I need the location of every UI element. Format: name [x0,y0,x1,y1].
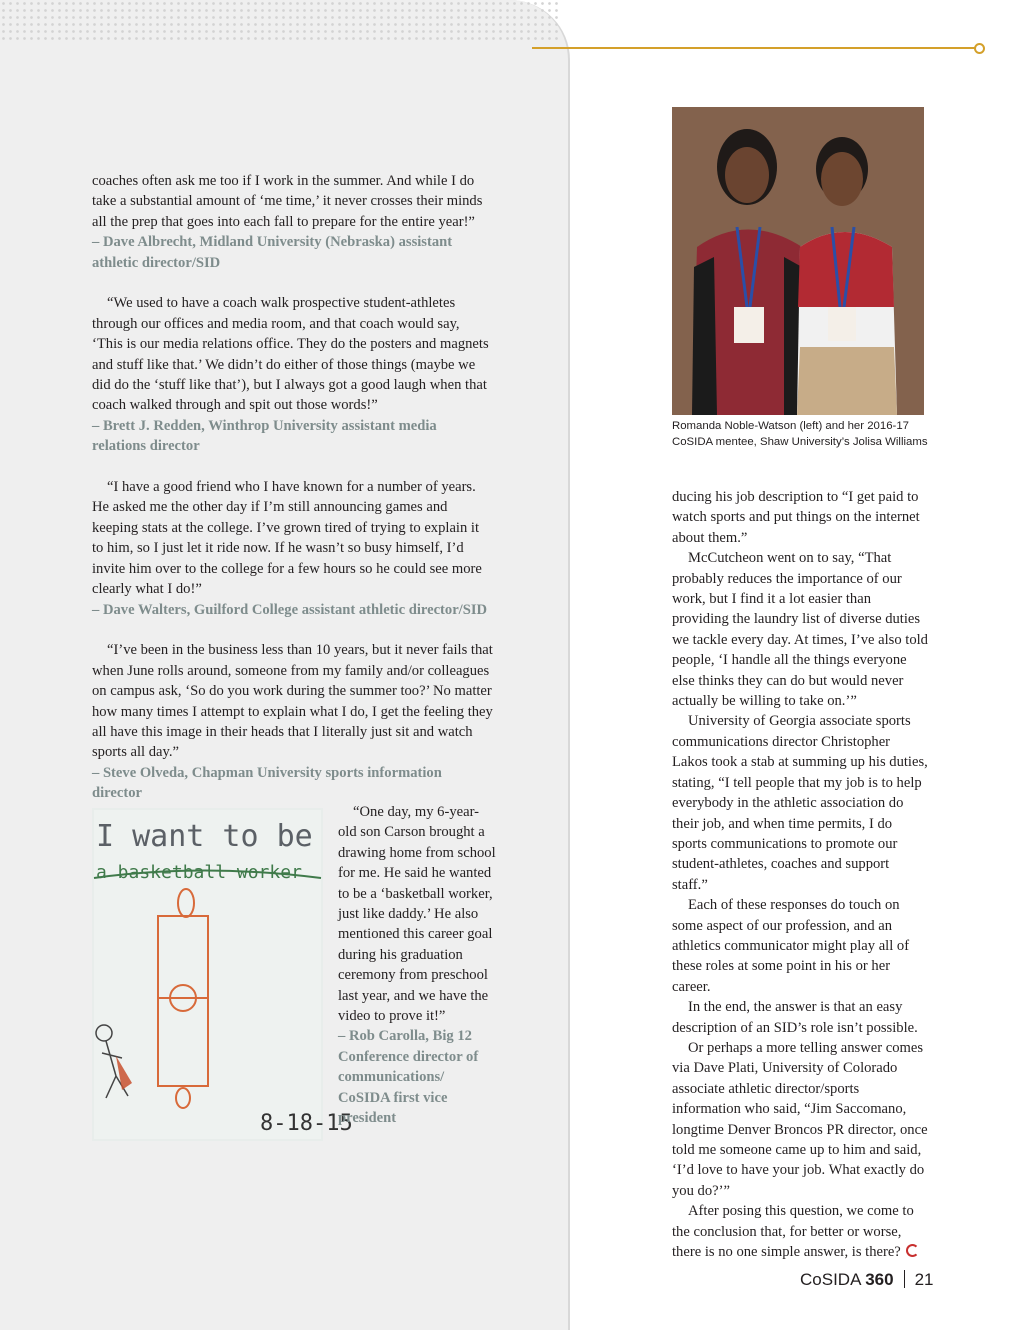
quote-attribution: – Brett J. Redden, Winthrop University assistant media relations director [92,417,437,455]
body-paragraph-final [672,1201,928,1262]
body-paragraph: In the end, the answer is that an easy description of an SID’s role isn’t possible. [672,999,918,1036]
drawing-text-line2: a basketball worker [96,862,302,883]
footer-brand: CoSIDA [800,1270,861,1289]
right-column [672,487,928,1262]
dot-pattern [0,0,560,44]
gold-rule-endpoint [974,43,985,54]
drawing-side-column [338,802,496,1129]
final-paragraph-text: After posing this question, we come to the conclusion that, for better or worse, there is no one simple answer, is there? [672,1203,914,1261]
quote-continued-text: coaches often ask me too if I work in the summer. And while I do take a substantial amount of ‘me time,’ it never crosses their minds all the prep that goes into each fall to prepare for the entire year!” [92,173,483,230]
quote-attribution: – Dave Walters, Guilford College assistant athletic director/SID [92,601,488,618]
gold-rule [532,47,976,49]
page-footer [800,1270,934,1290]
quote-text: “We used to have a coach walk prospective student-athletes through our offices and media room, and that coach would say, ‘This is our media relations office. They do the posters and magnets and stuff like that.’ We didn’t do either of those things (maybe we did do the ‘stuff like that’), but I always got a good laugh when that coach walked through and spit out those words!” [92,295,489,414]
body-paragraph: McCutcheon went on to say, “That probably reduces the importance of our work, but I find it a lot easier than providing the laundry list of diverse duties we tackle every day. At times, I’ve also told people, ‘I handle all the things everyone else thinks they can do but would never actually be willing to take on.’” [672,550,928,710]
mentorship-photo [672,107,924,415]
page-number: 21 [914,1270,934,1289]
quote-attribution: – Dave Albrecht, Midland University (Nebraska) assistant athletic director/SID [92,234,453,271]
body-paragraph: ducing his job description to “I get paid to watch sports and put things on the internet about them.” [672,489,920,546]
drawing-date: 8-18-15 [260,1111,353,1136]
body-paragraph: Each of these responses do touch on some aspect of our profession, and an athletics communicator might play all of these roles at some point in his or her career. [672,897,910,995]
quote-text: “One day, my 6-year-old son Carson brought a drawing home from school for me. He said he wanted to be a ‘basketball worker, just like daddy.’ He also mentioned this career goal during his graduation ceremony from preschool last year, and we have the video to prove it!” [338,804,496,1025]
footer-divider [904,1270,905,1288]
end-of-article-icon [906,1244,919,1257]
drawing-text-line1: I want to be [96,819,313,854]
quote-text: “I have a good friend who I have known for a number of years. He asked me the other day if I’m still announcing games and keeping stats at the college. I’ve grown tired of trying to explain it to him, so I just let it ride now. If he wasn’t so busy himself, I’d invite him over to the college for a few hours so he could see more clearly what I do!” [92,479,482,598]
quote-text: “I’ve been in the business less than 10 years, but it never fails that when June rolls around, someone from my family and/or colleagues on campus ask, ‘So do you work during the summer too?’ No matter how many times I attempt to explain what I do, I get the feeling they all have this image in their heads that I literally just sit and watch sports all day.” [92,642,493,761]
body-paragraph: University of Georgia associate sports communications director Christopher Lakos took a stab at summing up his duties, stating, “I tell people that my job is to help everybody in the athletic association do their job, and when time permits, I do sports communications to promote our student-athletes, coaches and support staff.” [672,713,928,893]
photo-caption: Romanda Noble-Watson (left) and her 2016-17 CoSIDA mentee, Shaw University’s Jolisa Williams [672,420,928,448]
drawing-illustration [92,808,353,1141]
quote-attribution: – Rob Carolla, Big 12 Conference director of communications/ CoSIDA first vice president [338,1028,479,1127]
body-paragraph: Or perhaps a more telling answer comes via Dave Plati, University of Colorado associate athletic director/sports information who said, “Jim Saccomano, longtime Denver Broncos PR director, once told me someone came up to him and said, ‘I’d love to have your job. What exactly do you do?’” [672,1039,928,1199]
quote-attribution: – Steve Olveda, Chapman University sports information director [92,764,442,802]
child-drawing-photo [92,808,353,1141]
footer-brand-bold: 360 [865,1270,894,1289]
photo-illustration [672,107,924,415]
left-column [92,171,494,804]
